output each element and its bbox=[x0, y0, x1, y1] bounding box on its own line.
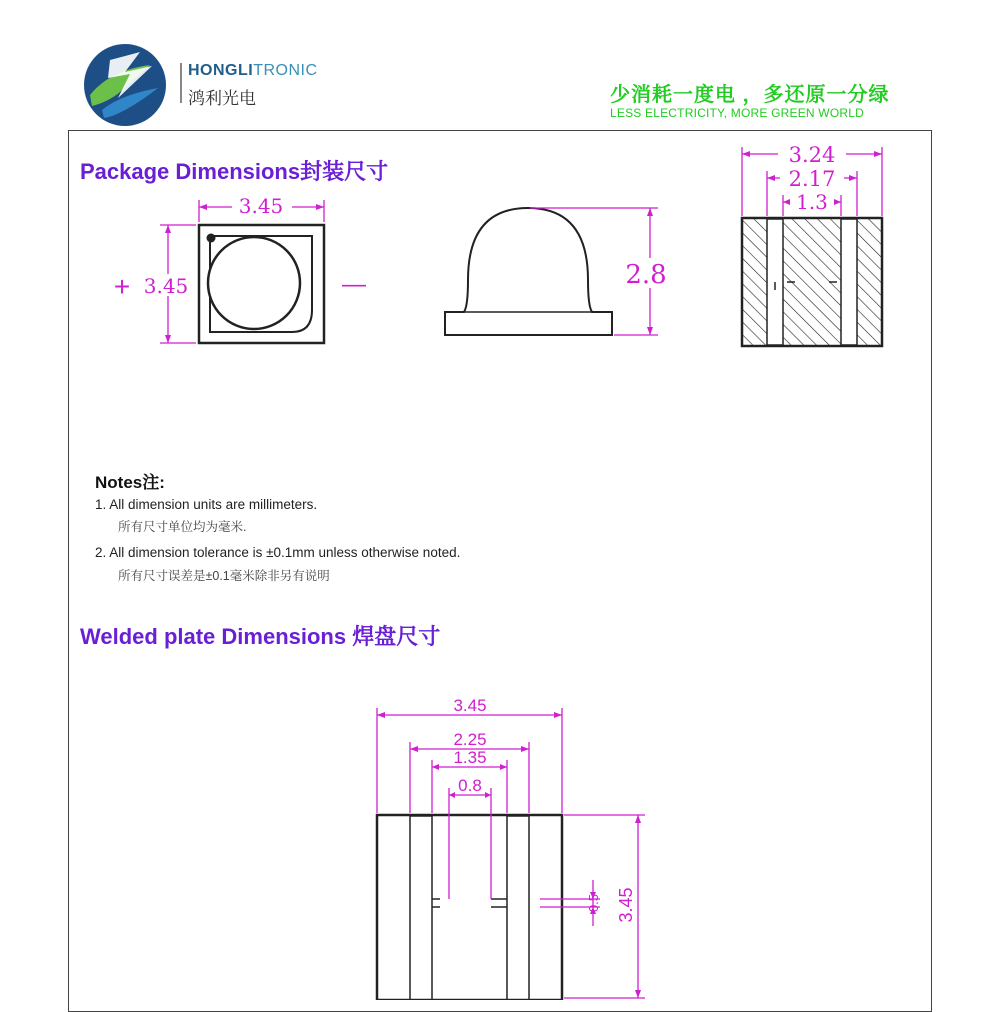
top-view bbox=[114, 194, 366, 343]
brand-name-light: TRONIC bbox=[253, 62, 318, 79]
top-view-height-label: 3.45 bbox=[143, 274, 189, 298]
side-view-height-label: 2.8 bbox=[625, 260, 667, 290]
welded-plate-drawing bbox=[0, 680, 1000, 1000]
end-view-inner-width-label: 2.17 bbox=[788, 167, 836, 191]
note-2-chinese: 所有尺寸误差是±0.1毫米除非另有说明 bbox=[118, 569, 330, 583]
package-drawings bbox=[0, 0, 1000, 460]
side-view bbox=[445, 208, 672, 335]
notes-title: Notes注: bbox=[95, 473, 165, 492]
anode-plus-sign: + bbox=[113, 271, 131, 302]
welded-gap-width-label: 0.8 bbox=[458, 776, 482, 795]
end-view bbox=[742, 143, 882, 346]
slogan-chinese: 少消耗一度电 ，多还原一分绿 bbox=[610, 84, 890, 106]
brand-name-chinese: 鸿利光电 bbox=[188, 89, 256, 108]
top-view-width-label: 3.45 bbox=[238, 194, 284, 218]
note-2-english: 2. All dimension tolerance is ±0.1mm unless otherwise noted. bbox=[95, 545, 461, 560]
polarity-dot-icon bbox=[207, 234, 216, 243]
welded-height-label: 3.45 bbox=[616, 887, 636, 923]
brand-name-bold: HONGLI bbox=[188, 62, 254, 79]
slogan-english: LESS ELECTRICITY, MORE GREEN WORLD bbox=[610, 106, 864, 120]
welded-inner-width-label: 2.25 bbox=[453, 730, 487, 749]
welded-overall-width-label: 3.45 bbox=[453, 696, 487, 715]
welded-center-width-label: 1.35 bbox=[453, 748, 487, 767]
note-1-chinese: 所有尺寸单位均为毫米. bbox=[118, 520, 247, 534]
cathode-minus-sign: — bbox=[342, 271, 366, 298]
welded-gap-height-label: 0.5 bbox=[586, 893, 601, 913]
end-view-overall-width-label: 3.24 bbox=[788, 143, 836, 167]
note-1-english: 1. All dimension units are millimeters. bbox=[95, 497, 318, 512]
end-view-center-width-label: 1.3 bbox=[796, 190, 828, 214]
welded-plate-title: Welded plate Dimensions 焊盘尺寸 bbox=[80, 624, 441, 649]
package-dimensions-title: Package Dimensions封装尺寸 bbox=[80, 159, 389, 184]
